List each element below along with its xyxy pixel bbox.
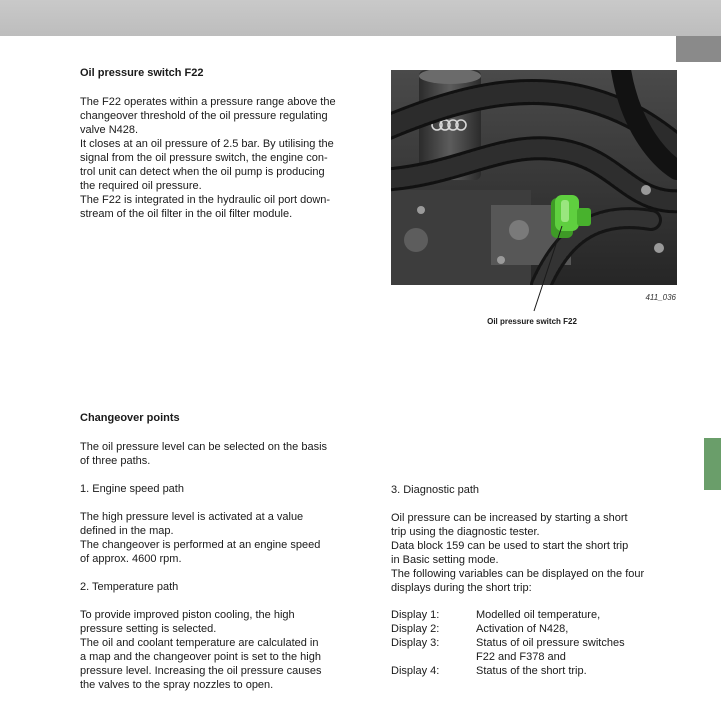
figure-label: Oil pressure switch F22 (487, 317, 577, 326)
paragraph-changeover-intro: The oil pressure level can be selected on the basis of three paths. (80, 441, 328, 467)
display-value: Status of the short trip. (476, 665, 587, 677)
paragraph-f22-location: The F22 is integrated in the hydraulic oil port down- stream of the oil filter in the oil filter module. (80, 194, 331, 220)
display-key: Display 2: (391, 623, 440, 635)
path1-title: 1. Engine speed path (80, 483, 184, 495)
display-row (391, 622, 676, 636)
section-heading-changeover-points: Changeover points (80, 412, 180, 424)
path2-title: 2. Temperature path (80, 581, 179, 593)
path3-text: Oil pressure can be increased by starting a short trip using the diagnostic tester. Data block 159 can be used to start the short trip in Basic setting mode. The following variables can be displayed on the four displays during the short trip: (391, 512, 645, 594)
display-value: Modelled oil temperature, (476, 609, 601, 621)
display-key: Display 1: (391, 609, 440, 621)
engine-photo (391, 70, 677, 285)
section-heading-oil-pressure-switch: Oil pressure switch F22 (80, 67, 204, 79)
page-tab-green (704, 438, 721, 490)
top-margin-bar (0, 0, 721, 36)
display-key: Display 4: (391, 665, 440, 677)
path3-title: 3. Diagnostic path (391, 484, 480, 496)
display-row (391, 636, 676, 664)
figure-code: 411_036 (645, 293, 676, 302)
display-row (391, 664, 676, 678)
display-value: Activation of N428, (476, 623, 569, 635)
display-key: Display 3: (391, 637, 440, 649)
paragraph-f22-range: The F22 operates within a pressure range above the changeover threshold of the oil pressure regulating valve N428. (80, 96, 336, 136)
path2-text: To provide improved piston cooling, the high pressure setting is selected. The oil and coolant temperature are calculated in a map and the changeover point is set to the high pressure level. Increasing the oil pressure causes the valves to the spray nozzles to open. (80, 609, 322, 691)
display-list (391, 608, 676, 678)
page-tab-grey (676, 36, 721, 62)
path1-text: The high pressure level is activated at a value defined in the map. The changeover is performed at an engine speed of approx. 4600 rpm. (80, 511, 321, 565)
display-value: Status of oil pressure switches F22 and F378 and (476, 637, 625, 663)
paragraph-f22-closing: It closes at an oil pressure of 2.5 bar. By utilising the signal from the oil pressure switch, the engine con- trol unit can detect when the oil pump is producing the required oil pressure. (80, 138, 334, 192)
display-row (391, 608, 676, 622)
